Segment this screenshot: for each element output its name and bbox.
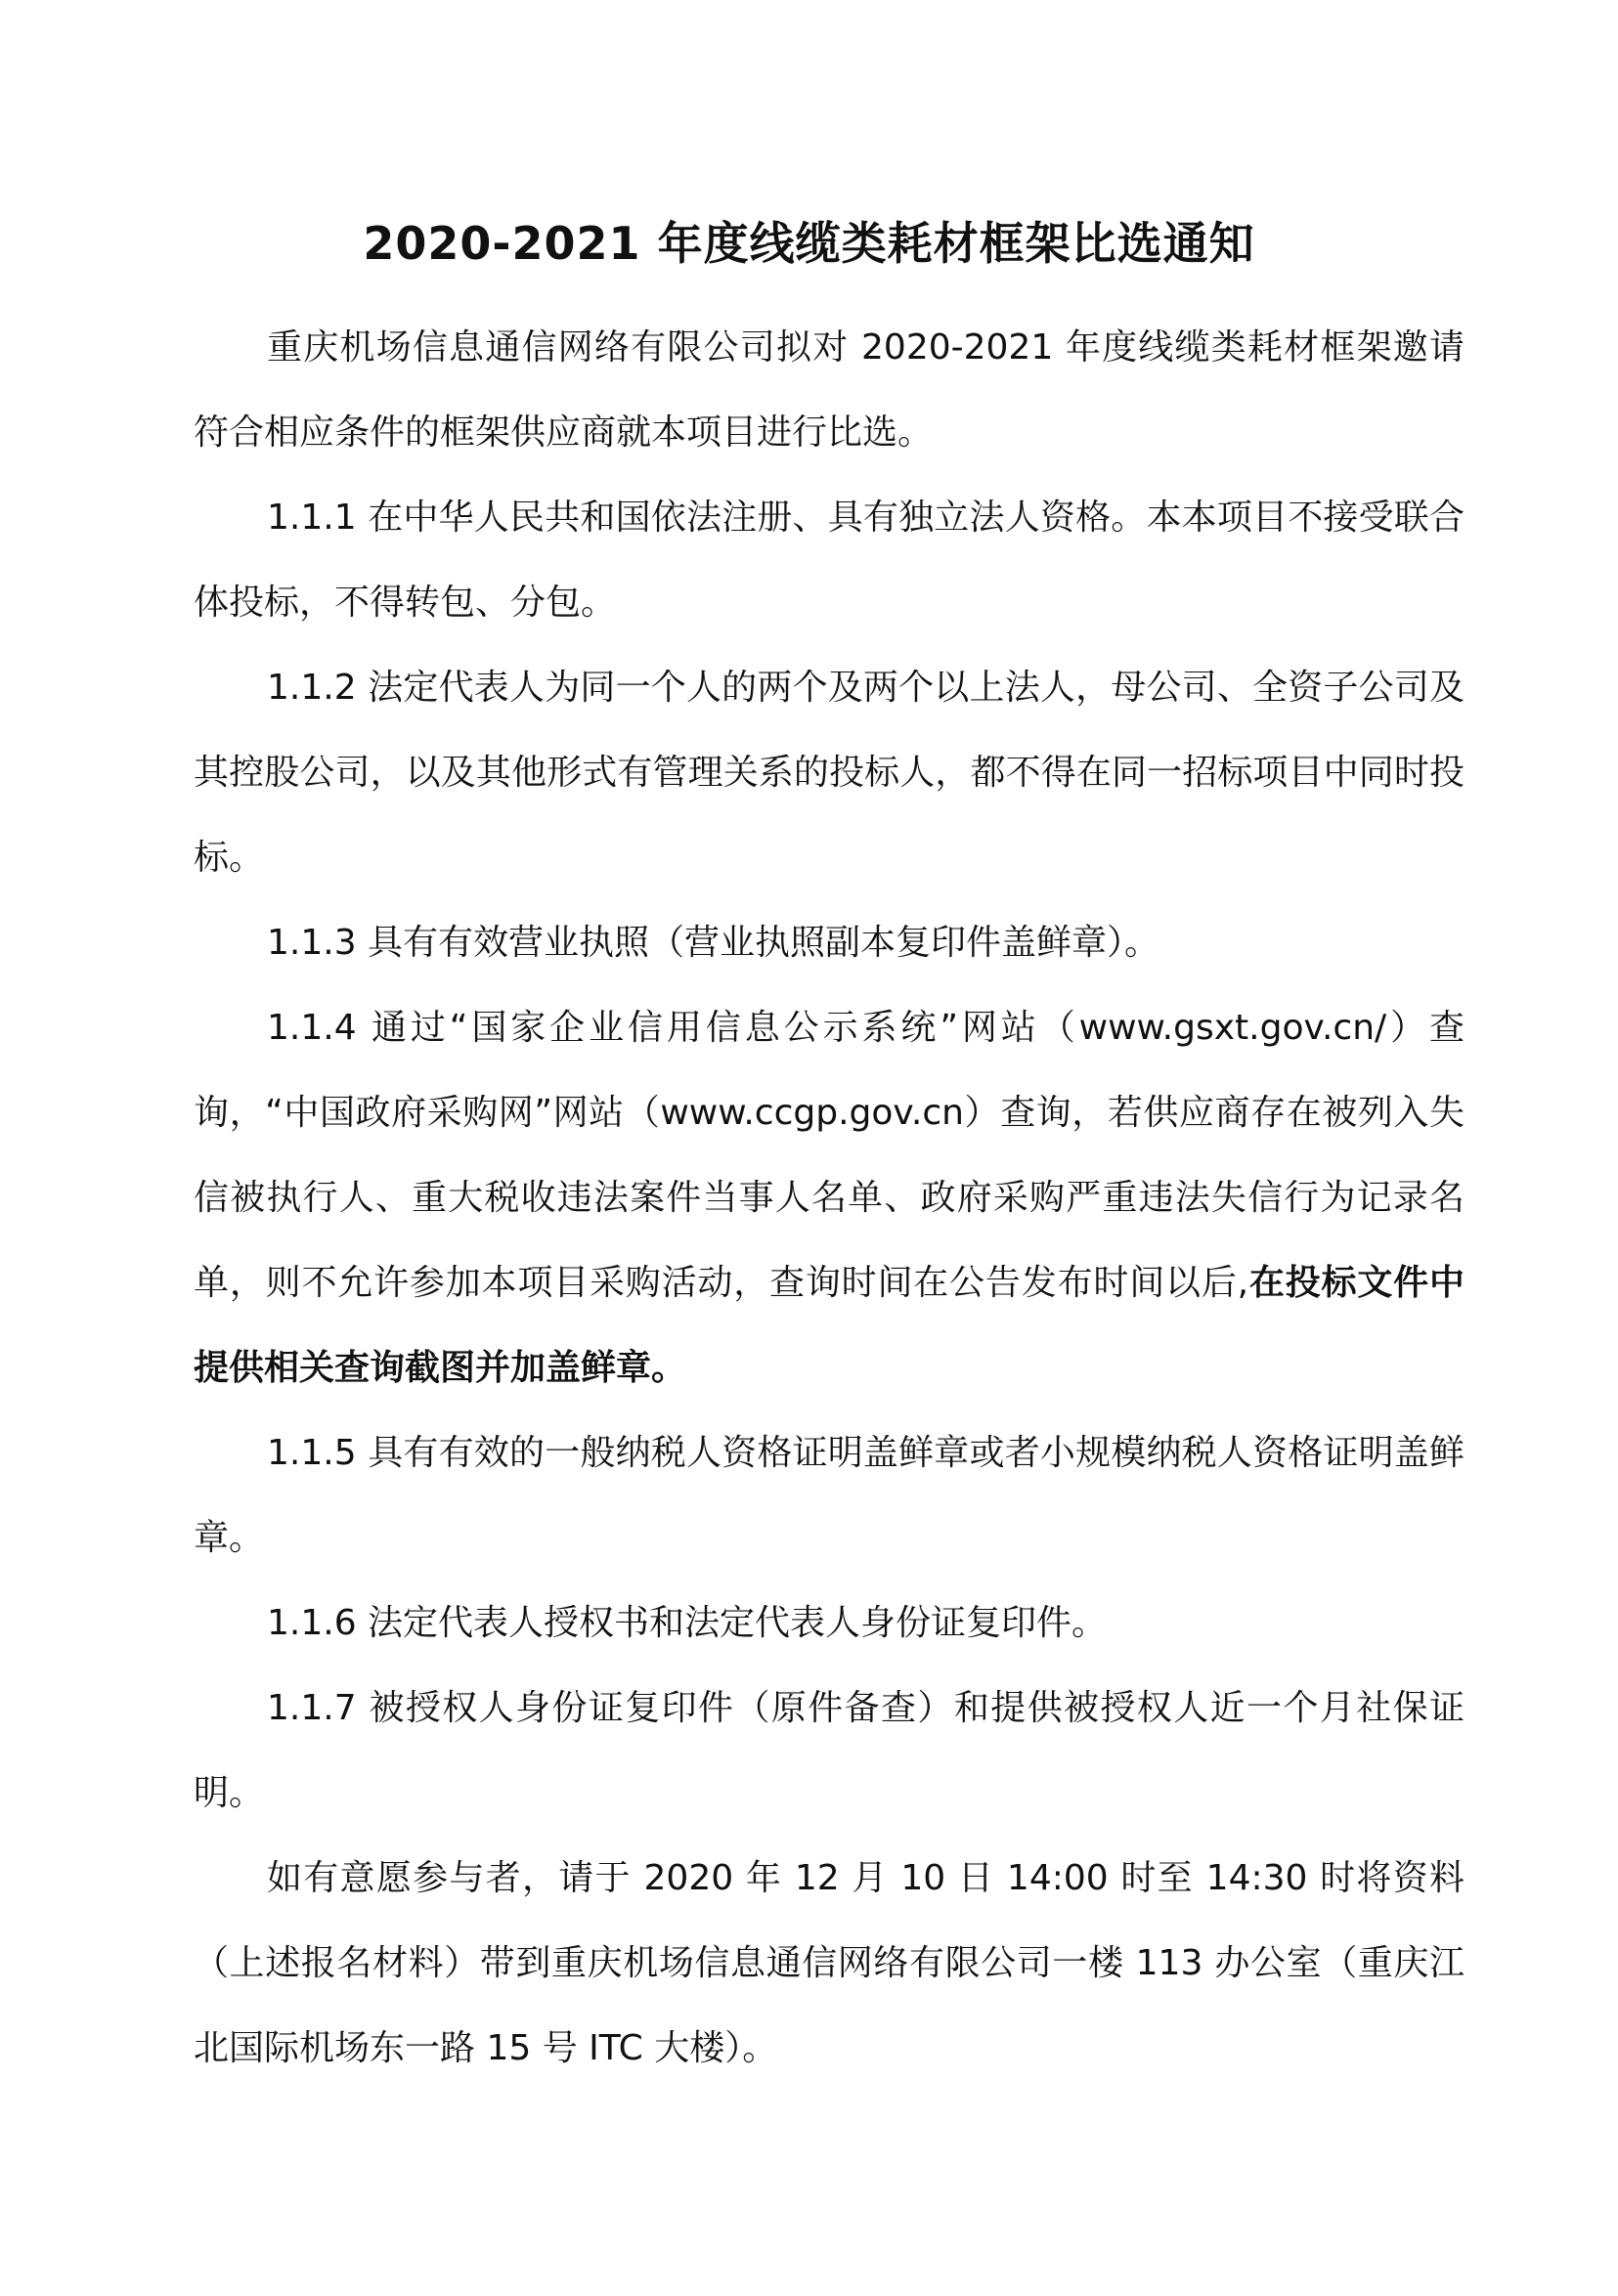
requirement-1-1-4-bold-text: 在投标文件中提供相关查询截图并加盖鲜章。 xyxy=(194,1263,1465,1388)
requirement-1-1-2: 1.1.2 法定代表人为同一个人的两个及两个以上法人，母公司、全资子公司及其控股公司，以及其他形式有管理关系的投标人，都不得在同一招标项目中同时投标。 xyxy=(194,668,1465,878)
intro-paragraph: 重庆机场信息通信网络有限公司拟对 2020-2021 年度线缆类耗材框架邀请符合相应条件的框架供应商就本项目进行比选。 xyxy=(194,327,1465,453)
document-body xyxy=(194,305,1465,2091)
requirement-1-1-5: 1.1.5 具有有效的一般纳税人资格证明盖鲜章或者小规模纳税人资格证明盖鲜章。 xyxy=(194,1433,1465,1558)
requirement-1-1-4 xyxy=(194,985,1465,1410)
requirement-1-1-7: 1.1.7 被授权人身份证复印件（原件备查）和提供被授权人近一个月社保证明。 xyxy=(194,1688,1465,1813)
requirement-1-1-6: 1.1.6 法定代表人授权书和法定代表人身份证复印件。 xyxy=(267,1603,1108,1643)
requirement-1-1-4-text: 1.1.4 通过“国家企业信用信息公示系统”网站（www.gsxt.gov.cn/）查询，“中国政府采购网”网站（www.ccgp.gov.cn）查询，若供应商存在被列入失信被执行人、重大税收违法案件当事人名单、政府采购严重违法失信行为记录名单，则不允许参加本项目采购活动，查询时间在公告发布时间以后, xyxy=(194,1008,1465,1303)
registration-paragraph: 如有意愿参与者，请于 2020 年 12 月 10 日 14:00 时至 14:30 时将资料（上述报名材料）带到重庆机场信息通信网络有限公司一楼 113 办公室（重庆江北国际机场东一路 15 号 ITC 大楼）。 xyxy=(194,1858,1465,2068)
document-title: 2020-2021 年度线缆类耗材框架比选通知 xyxy=(363,217,1255,270)
requirement-1-1-3: 1.1.3 具有有效营业执照（营业执照副本复印件盖鲜章）。 xyxy=(267,923,1160,963)
requirement-1-1-1: 1.1.1 在中华人民共和国依法注册、具有独立法人资格。本本项目不接受联合体投标，不得转包、分包。 xyxy=(194,498,1465,623)
